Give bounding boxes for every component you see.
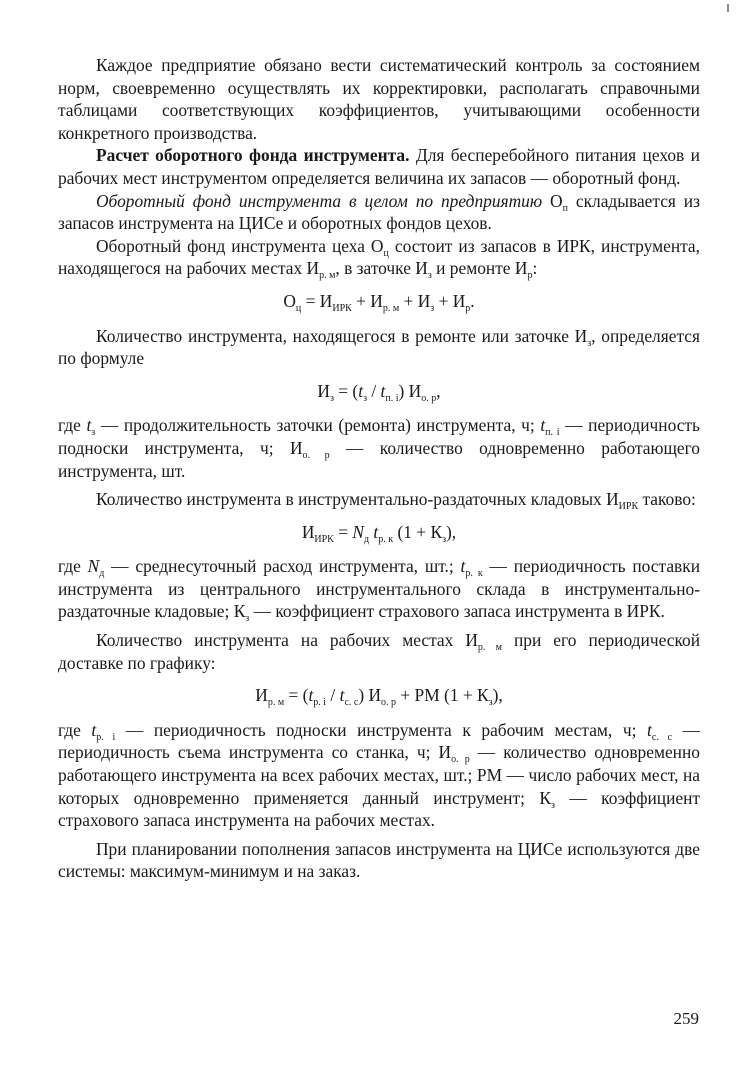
page-number: 259 (673, 1009, 699, 1028)
paragraph-workplace-quantity: Количество инструмента на рабочих местах $И_{р. м}$ при его периодической доставке по графику: (58, 630, 701, 673)
paragraph-replenishment: При планировании пополнения запасов инструмента на ЦИСе используются две системы: максимум-минимум и на заказ. (58, 838, 700, 882)
paragraph-shop-fund: Оборотный фонд инструмента цеха $О_ц$ состоит из запасов в ИРК, инструмента, находящегося на рабочих местах $И_{р. м}$, в заточке $И_з$ и ремонте $И_р$: (58, 235, 701, 282)
paragraph-norms-control: Каждое предприятие обязано вести систематический контроль за состоянием норм, своевременно осуществлять их корректировки, располагать справочными таблицами соответствующих коэффициентов, учитывающими особенности конкретного производства. (58, 55, 700, 143)
paragraph-repair-definitions: где $t_з$ — продолжительность заточки (ремонта) инструмента, ч; $t_{п. i}$ — периодичность подноски инструмента, ч; $И_{о. р}$ — количество одновременно работающего инструмента, шт. (58, 415, 701, 481)
formula-workplace-quantity: $И_{р. м} = (t_{р. i} / t_{с. с}) И_{о. р}$ + РМ $(1 + К_з)$, (255, 685, 503, 709)
italic-term: Оборотный фонд инструмента в целом по предприятию (96, 190, 543, 211)
paragraph-workplace-definitions: где $t_{р. i}$ — периодичность подноски инструмента к рабочим местам, ч; $t_{с. с}$ — периодичность съема инструмента со станка, ч; $И_{о. р}$ — количество одновременно работающего инструмента на всех рабочих местах, шт.; РМ — число рабочих мест, на которых одновременно применяется данный инструмент; $К_з$ — коэффициент страхового запаса инструмента на рабочих местах. (58, 719, 701, 831)
page-body (58, 54, 700, 883)
paragraph-irk-quantity: Количество инструмента в инструментально-раздаточных кладовых $И_{ИРК}$ таково: (96, 489, 696, 513)
paragraph-irk-definitions: где $N_д$ — среднесуточный расход инструмента, шт.; $t_{р. к}$ — периодичность поставки инструмента из центрального инструментального склада в инструментально-раздаточные кладовые; $К_з$ — коэффициент страхового запаса инструмента в ИРК. (58, 556, 700, 625)
formula-shop-fund: $О_ц = И_{ИРК} + И_{р. м} + И_з + И_р$. (283, 290, 475, 314)
paragraph-fund-calculation: Расчет оборотного фонда инструмента. Для бесперебойного питания цехов и рабочих мест инструментом определяется величина их запасов — оборотный фонд. (58, 145, 700, 188)
paragraph-repair-quantity: Количество инструмента, находящегося в ремонте или заточке $И_з$, определяется по формуле (58, 325, 700, 369)
paragraph-enterprise-fund: Оборотный фонд инструмента в целом по предприятию $О_п$ складывается из запасов инструмента на ЦИСе и оборотных фондов цехов. (58, 190, 700, 234)
formula-repair-quantity: $И_з = (t_з / t_{п. i})$ $И_{о. р}$, (317, 380, 441, 404)
formula-irk-quantity: $И_{ИРК} = N_д$ $t_{р. к}$ $(1 + К_з)$, (301, 521, 457, 545)
section-heading: Расчет оборотного фонда инструмента. (96, 145, 410, 166)
scan-mark (727, 4, 729, 12)
